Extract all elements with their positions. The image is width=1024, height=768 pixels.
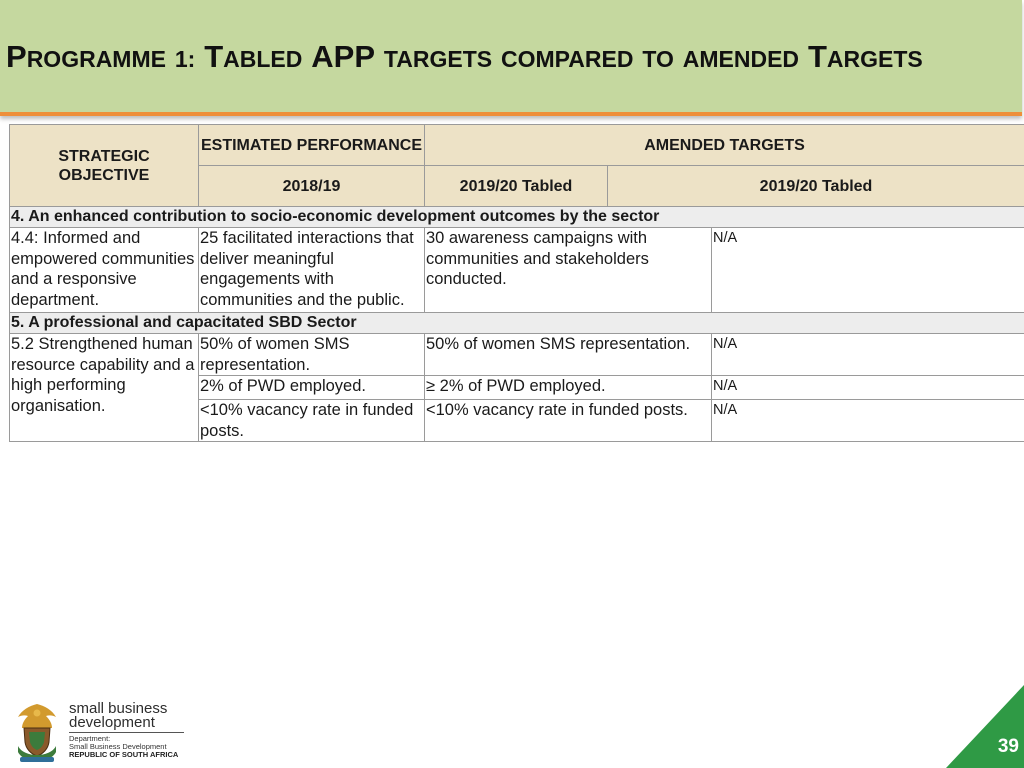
header-2019-20-tabled: 2019/20 Tabled [425,166,608,207]
objective-4-4: 4.4: Informed and empowered communities and a responsive department. [10,228,199,313]
section-heading-4: 4. An enhanced contribution to socio-economic development outcomes by the sector [10,207,1024,228]
department-label: Department: [69,734,111,743]
header-2018-19: 2018/19 [199,166,425,207]
tabled-5-2-row: ≥ 2% of PWD employed. [425,376,712,400]
objective-5-2: 5.2 Strengthened human resource capability and a high performing organisation. [10,334,199,442]
amended-4-4: N/A [712,228,1024,313]
amended-5-2-row: N/A [712,334,1024,376]
country-name: REPUBLIC OF SOUTH AFRICA [69,750,179,759]
brand-line-2: development [69,714,155,731]
page-number: 39 [997,736,1019,757]
header-strategic-objective: STRATEGIC OBJECTIVE [10,125,199,207]
estimated-5-2-row: 50% of women SMS representation. [199,334,425,376]
tabled-5-2-row: 50% of women SMS representation. [425,334,712,376]
estimated-5-2-row: <10% vacancy rate in funded posts. [199,400,425,442]
tabled-4-4: 30 awareness campaigns with communities and stakeholders conducted. [425,228,712,313]
estimated-4-4: 25 facilitated interactions that deliver meaningful engagements with communities and the public. [199,228,425,313]
header-estimated-performance: ESTIMATED PERFORMANCE [199,125,425,166]
logo-divider [69,732,184,733]
estimated-5-2-row: 2% of PWD employed. [199,376,425,400]
tabled-5-2-row: <10% vacancy rate in funded posts. [425,400,712,442]
targets-table [9,124,1024,442]
title-banner [0,0,1022,116]
amended-5-2-row: N/A [712,376,1024,400]
header-amended-targets: AMENDED TARGETS [425,125,1024,166]
slide-title: PROGRAMME 1: TABLED APP TARGETS COMPARED TO AMENDED TARGETS [6,39,923,74]
header-2019-20-tabled-amended: 2019/20 Tabled [608,166,1024,207]
department-logo [12,702,192,764]
section-heading-5: 5. A professional and capacitated SBD Sector [10,313,1024,334]
department-name: Small Business Development [69,742,167,751]
brand-line-1: small business [69,700,168,717]
amended-5-2-row: N/A [712,400,1024,442]
coat-of-arms-icon [12,702,62,764]
